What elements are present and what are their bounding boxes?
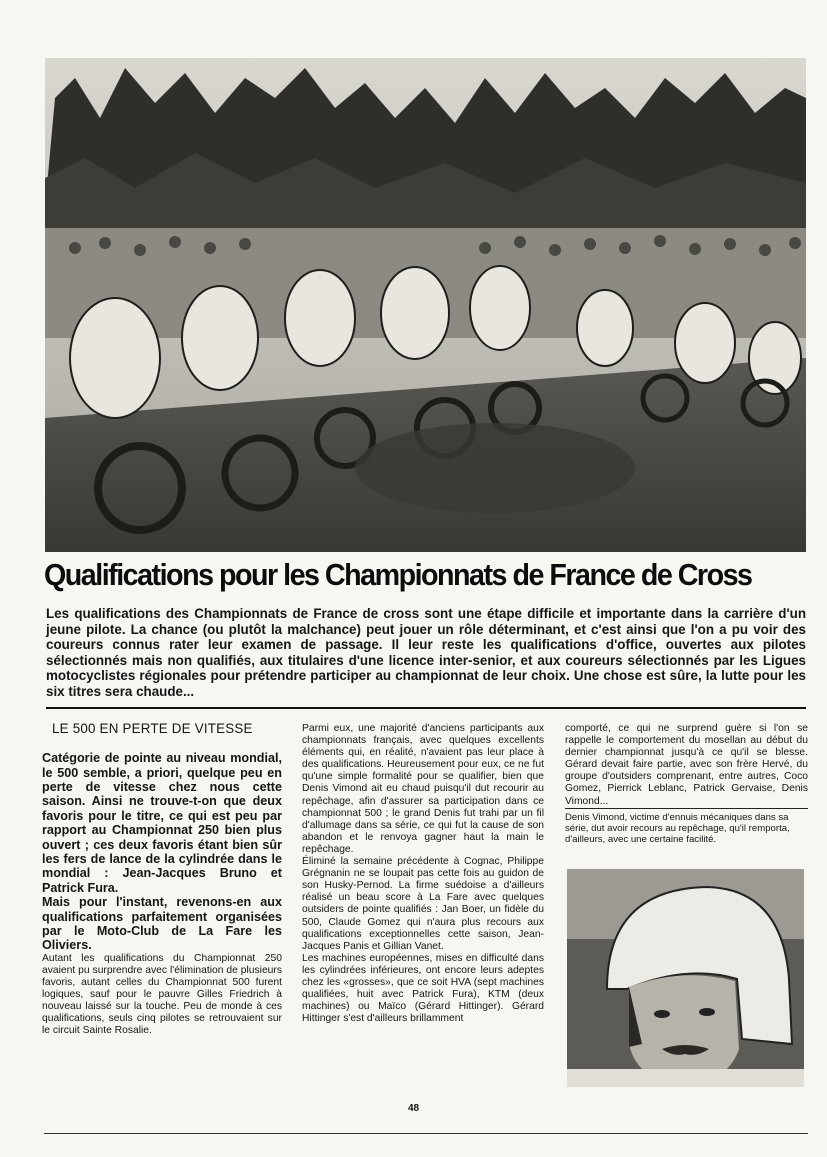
race-start-photo <box>45 58 806 552</box>
intro-text <box>42 751 282 953</box>
footer-rule <box>44 1133 808 1134</box>
page-number: 48 <box>407 1103 420 1114</box>
section-divider <box>46 707 806 709</box>
article-headline: Qualifications pour les Championnats de France de Cross <box>44 558 752 592</box>
body-paragraph: Éliminé la semaine précédente à Cognac, Philippe Grégnanin ne se loupait pas cette fois au guidon de son Husky-Pernod. La firme suédoise a d'ailleurs réalisé un beau score à La Fare avec quelques outsiders de pointe qualifiés : Jan Boer, un fidèle du 500, Claude Gomez qui n'aura plus recours aux qualifications exceptionnelles cette saison, Jean-Jacques Panis et Gillian Vanet. <box>302 856 544 952</box>
rider-portrait-photo <box>567 869 804 1087</box>
intro-paragraph: Catégorie de pointe au niveau mondial, le 500 semble, a priori, quelque peu en perte de vitesse chez nous cette saison. Ainsi ne trouve-t-on que deux favoris pour le titre, ce qui est peu par rapport au Championnat 250 bien plus ouvert ; ces deux favoris étant bien sûr les fers de lance de la cylindrée dans le mondial : Jean-Jacques Bruno et Patrick Fura. <box>42 751 282 895</box>
photo-caption: Denis Vimond, victime d'ennuis mécaniques dans sa série, dut avoir recours au repêchage, qu'il remporta, d'ailleurs, avec une certaine facilité. <box>565 808 808 845</box>
section-title: LE 500 EN PERTE DE VITESSE <box>52 721 253 736</box>
body-paragraph: Les machines européennes, mises en difficulté dans les cylindrées inférieures, ont encore leurs adeptes chez les «grosses», que ce soit HVA (sept machines qualifiées, huit avec Patrick Fura), KTM (deux machines) ou Maïco (Gérard Hittinger). Gérard Hittinger s'est d'ailleurs brillamment <box>302 952 544 1025</box>
column-1 <box>42 723 282 1037</box>
column-3 <box>565 723 808 845</box>
lead-paragraph: Les qualifications des Championnats de France de cross sont une étape difficile et importante dans la carrière d'un jeune pilote. La chance (ou plutôt la malchance) peut jouer un rôle déterminant, et c'est ainsi que l'on a pu voir des coureurs connus rater leur examen de passage. Il leur reste les qualifications d'office, ouvertes aux pilotes sélectionnés mais non qualifiés, aux titulaires d'une licence inter-senior, et aux coureurs sélectionnés par les Ligues motocyclistes régionales pour prétendre participer au championnat de leur choix. Une chose est sûre, la lutte pour les six titres sera chaude... <box>46 606 806 699</box>
body-paragraph: Parmi eux, une majorité d'anciens participants aux championnats français, avec quelques excellents éléments qui, en réalité, n'avaient pas leur place à des qualifications. Heureusement pour eux, ce ne fut qu'une simple formalité pour se qualifier, bien que Denis Vimond ait eu chaud puisqu'il dut recourir au repêchage, afin d'assurer sa participation dans ce championnat 500 ; le grand Denis fut trahi par un fil d'allumage dans sa série, ce qui fut la cause de son abandon et le renvoya gagner haut la main le repêchage. <box>302 723 544 855</box>
body-paragraph: comporté, ce qui ne surprend guère si l'on se rappelle le comportement du mosellan au début du dernier championnat jusqu'à ce qu'il se blesse. Gérard devait faire partie, avec son frère Hervé, du groupe d'outsiders comprenant, entre autres, Coco Gomez, Pierrick Leblanc, Patrick Gervaise, Denis Vimond... <box>565 723 808 807</box>
body-paragraph: Autant les qualifications du Championnat 250 avaient pu surprendre avec l'élimination de plusieurs favoris, autant celles du Championnat 500 furent logiques, sauf pour le pauvre Gilles Friedrich à nouveau laissé sur la touche. Peu de monde à ces qualifications, seuls cinq pilotes se retrouvaient sur le circuit Sainte Rosalie. <box>42 952 282 1037</box>
intro-paragraph: Mais pour l'instant, revenons-en aux qualifications parfaitement organisées par le Moto-Club de La Fare les Oliviers. <box>42 895 282 953</box>
column-2 <box>302 723 544 1025</box>
